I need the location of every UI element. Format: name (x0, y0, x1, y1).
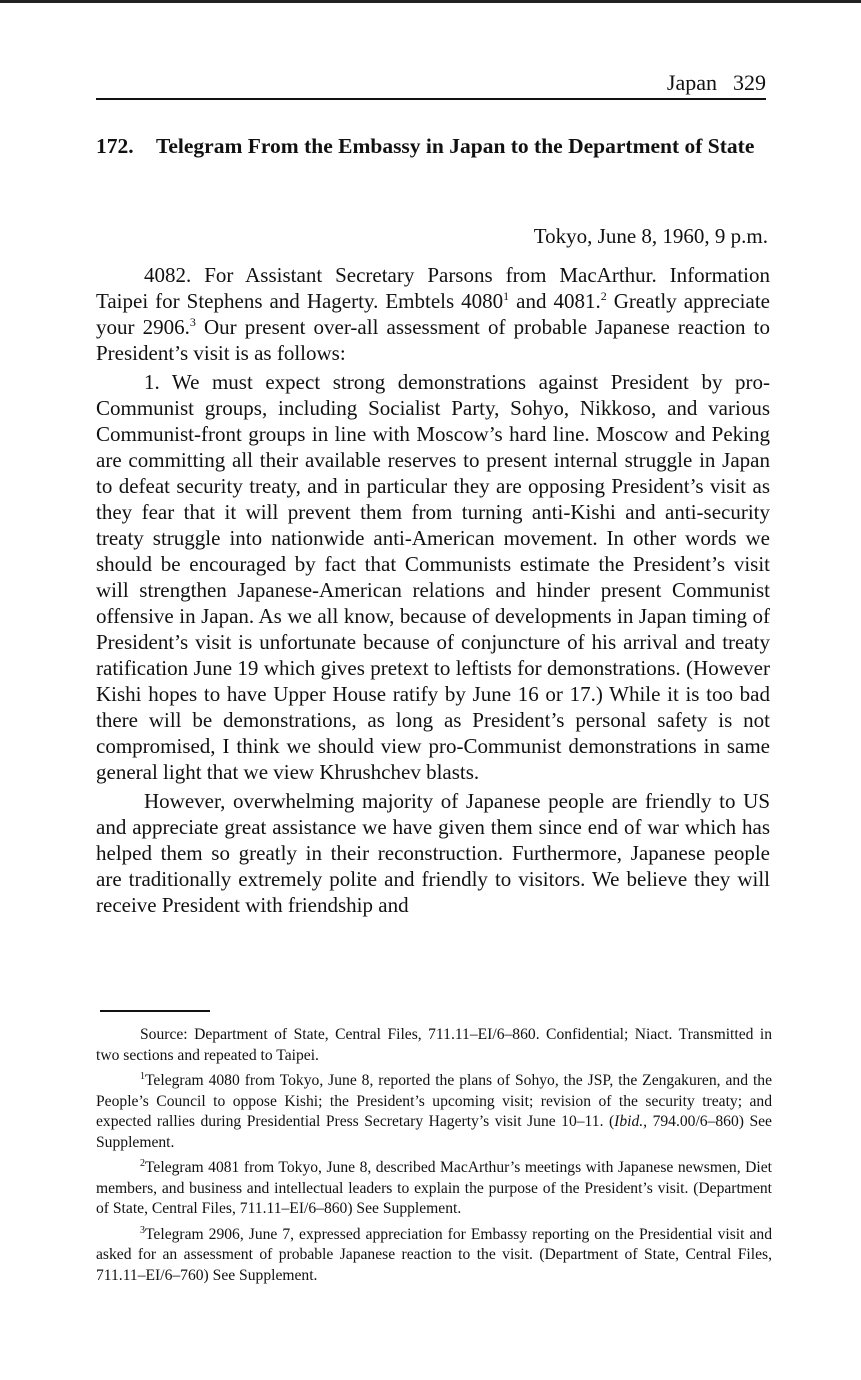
footnote-2-mark: 2 (140, 1158, 145, 1169)
running-head-section: Japan (666, 70, 717, 95)
body-paragraph-1: 4082. For Assistant Secretary Parsons from MacArthur. Information Taipei for Stephens and Hagerty. Embtels 4080$^1$ and 4081.$^2$ Greatly appreciate your 2906.$^3$ Our present over-all assessment of probable Japanese reaction to President’s visit is as follows: (96, 263, 771, 365)
footnote-1: $^1$Telegram 4080 from Tokyo, June 8, reported the plans of Sohyo, the JSP, the Zengakuren, and the People’s Council to oppose Kishi; the President’s upcoming visit; revision of the security treaty; and expected rallies during Presidential Press Secretary Hagerty’s visit June 10–11. (Ibid., 794.00/6–860) See Supplement. (96, 1071, 772, 1151)
document-heading (96, 132, 756, 160)
body-paragraph-2: 1. We must expect strong demonstrations against President by pro-Communist groups, including Socialist Party, Sohyo, Nikkoso, and various Communist-front groups in line with Moscow’s hard line. Moscow and Peking are committing all their available reserves to present internal struggle in Japan to defeat security treaty, and in particular they are opposing President’s visit as they fear that it will prevent them from turning anti-Kishi and anti-security treaty struggle into nationwide anti-American movement. In other words we should be encouraged by fact that Communists estimate the President’s visit will strengthen Japanese-American relations and hinder present Communist offensive in Japan. As we all know, because of developments in Japan timing of President’s visit is unfortunate because of conjuncture of his arrival and treaty ratification June 19 which gives pretext to leftists for demonstrations. (However Kishi hopes to have Upper House ratify by June 16 or 17.) While it is too bad there will be demonstrations, as long as President’s personal safety is not compromised, I think we should view pro-Communist demonstrations in same general light that we view Khrushchev blasts. (96, 370, 770, 784)
dateline: Tokyo, June 8, 1960, 9 p.m. (533, 224, 768, 248)
footnote-ref-1: 1 (503, 289, 510, 303)
page-top-edge (0, 0, 861, 3)
footnotes (96, 1025, 772, 1291)
source-note: Source: Department of State, Central Files, 711.11–EI/6–860. Confidential; Niact. Transmitted in two sections and repeated to Taipei. (96, 1026, 772, 1064)
footnote-3-mark: 3 (140, 1224, 145, 1236)
document-title: Telegram From the Embassy in Japan to the Department of State (156, 134, 755, 158)
footnote-rule (100, 1010, 210, 1012)
running-head (96, 68, 766, 98)
footnote-ref-3: 3 (189, 315, 196, 329)
body-paragraph-3: However, overwhelming majority of Japanese people are friendly to US and appreciate great assistance we have given them since end of war which has helped them so greatly in their reconstruction. Furthermore, Japanese people are traditionally extremely polite and friendly to visitors. We believe they will receive President with friendship and (96, 789, 770, 917)
footnote-1-mark: 1 (140, 1071, 145, 1082)
footnote-3: $^3$Telegram 2906, June 7, expressed appreciation for Embassy reporting on the Presidential visit and asked for an assessment of probable Japanese reaction to the visit. (Department of State, Central Files, 711.11–EI/6–760) See Supplement. (96, 1224, 772, 1284)
telegram-body (96, 262, 770, 921)
header-rule (96, 98, 766, 100)
footnote-ref-2: 2 (600, 289, 607, 303)
document-number: 172. (96, 134, 134, 158)
footnote-2: $^2$Telegram 4081 from Tokyo, June 8, described MacArthur’s meetings with Japanese newsmen, Diet members, and business and intellectual leaders to explain the purpose of the President’s visit. (Department of State, Central Files, 711.11–EI/6–860) See Supplement. (96, 1158, 772, 1217)
page-number: 329 (733, 70, 766, 95)
